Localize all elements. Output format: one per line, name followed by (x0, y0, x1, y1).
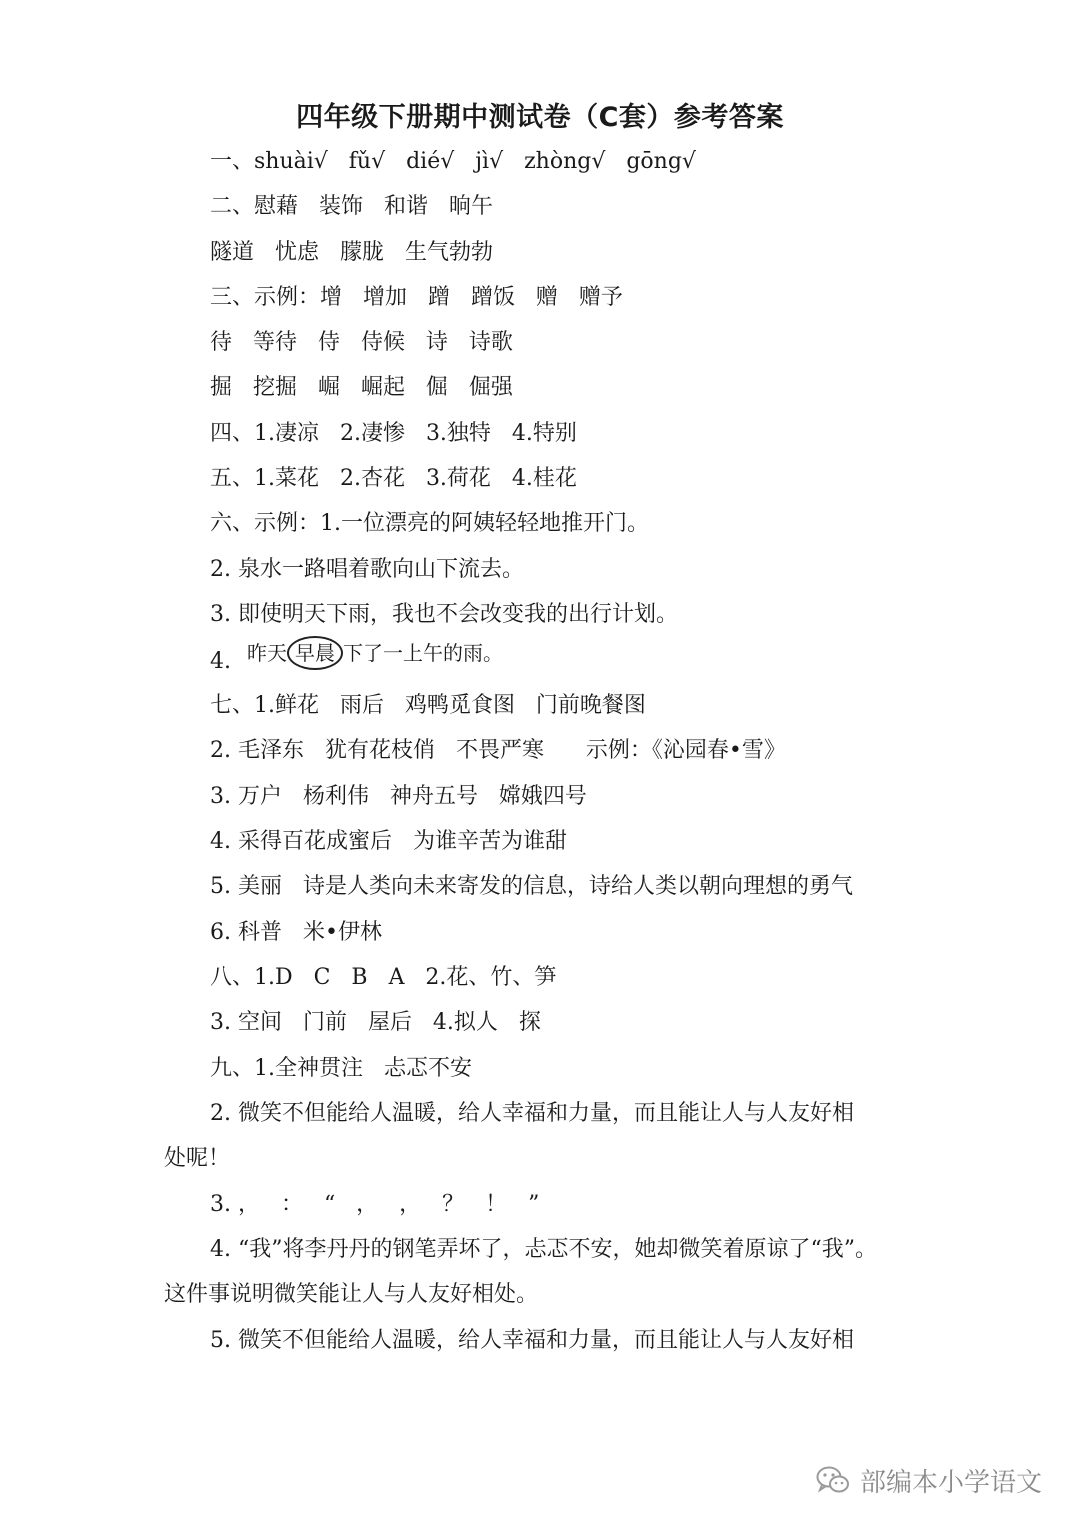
item-number: 4. (210, 649, 231, 674)
item4-sentence (247, 636, 503, 670)
answer-line-9: 九、1.全神贯注 忐忑不安 (210, 1056, 472, 1081)
answer-line-6-3: 3. 即使明天下雨，我也不会改变我的出行计划。 (210, 602, 678, 627)
watermark (816, 1460, 1042, 1500)
answer-line-5: 五、1.菜花 2.杏花 3.荷花 4.桂花 (210, 466, 577, 491)
page-title: 四年级下册期中测试卷（C套）参考答案 (296, 102, 784, 133)
item4-before: 昨天 (247, 641, 287, 665)
answer-line-9-2: 2. 微笑不但能给人温暖，给人幸福和力量，而且能让人与人友好相 (210, 1101, 854, 1126)
answer-line-8: 八、1.D C B A 2.花、竹、笋 (210, 965, 557, 990)
answer-line-7-6: 6. 科普 米•伊林 (210, 920, 382, 945)
answer-line-7-4: 4. 采得百花成蜜后 为谁辛苦为谁甜 (210, 829, 567, 854)
answer-line-7-5: 5. 美丽 诗是人类向未来寄发的信息，诗给人类以朝向理想的勇气 (210, 874, 853, 899)
answer-line-9-4-cont: 这件事说明微笑能让人与人友好相处。 (164, 1282, 539, 1307)
answer-line-7-3: 3. 万户 杨利伟 神舟五号 嫦娥四号 (210, 784, 587, 809)
answer-line-6: 六、示例：1.一位漂亮的阿姨轻轻地推开门。 (210, 511, 649, 536)
answer-line-3b: 待 等待 侍 侍候 诗 诗歌 (210, 330, 513, 355)
answer-line-2b: 隧道 忧虑 朦胧 生气勃勃 (210, 240, 493, 265)
watermark-text: 部编本小学语文 (860, 1467, 1043, 1498)
answer-line-7: 七、1.鲜花 雨后 鸡鸭觅食图 门前晚餐图 (210, 693, 646, 718)
answer-line-3c: 掘 挖掘 崛 崛起 倔 倔强 (210, 375, 513, 400)
answer-line-9-5: 5. 微笑不但能给人温暖，给人幸福和力量，而且能让人与人友好相 (210, 1328, 854, 1353)
wechat-icon (816, 1465, 850, 1495)
answer-line-2: 二、慰藉 装饰 和谐 晌午 (210, 194, 493, 219)
answer-line-9-4: 4. “我”将李丹丹的钢笔弄坏了，忐忑不安，她却微笑着原谅了“我”。 (210, 1237, 877, 1262)
answer-line-8-3: 3. 空间 门前 屋后 4.拟人 探 (210, 1010, 541, 1035)
answer-line-3: 三、示例：增 增加 蹭 蹭饭 赠 赠予 (210, 285, 623, 310)
answer-line-6-4 (210, 632, 610, 682)
answer-line-4: 四、1.凄凉 2.凄惨 3.独特 4.特别 (210, 421, 577, 446)
answer-line-6-2: 2. 泉水一路唱着歌向山下流去。 (210, 557, 524, 582)
answer-line-9-2-cont: 处呢！ (164, 1146, 231, 1171)
item4-after: 下了一上午的雨。 (343, 641, 503, 665)
answer-line-1: 一、shuài√ fǔ√ dié√ jì√ zhòng√ gōng√ (210, 149, 696, 174)
answer-line-7-2: 2. 毛泽东 犹有花枝俏 不畏严寒 示例：《沁园春•雪》 (210, 738, 786, 763)
circled-word: 早晨 (287, 636, 343, 670)
answer-line-9-3: 3. ， ： “ ， ， ？ ！ ” (210, 1192, 540, 1217)
